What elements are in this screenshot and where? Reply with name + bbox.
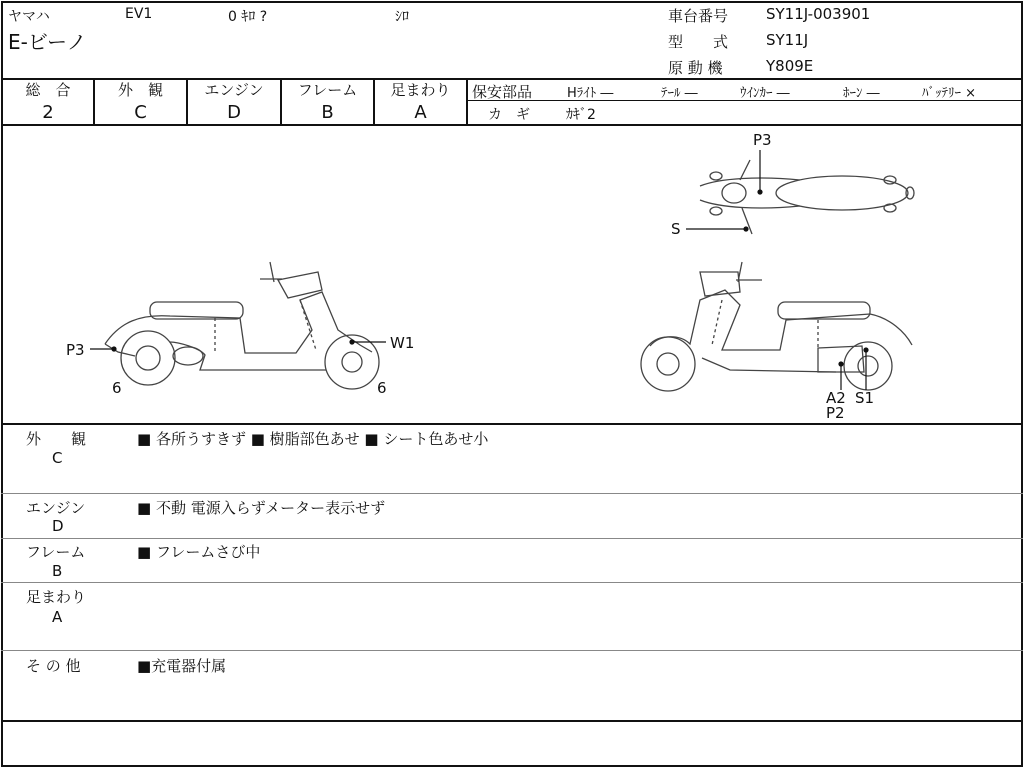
grade-suspension (375, 80, 466, 126)
remark-engine-text: ■ 不動 電源入らずメーター表示せず (137, 499, 386, 517)
key-label: カ ギ (488, 107, 530, 123)
color: ｼﾛ (395, 9, 409, 25)
grade-overall-value: 2 (42, 102, 54, 123)
left-front-tire-label: 6 (377, 379, 387, 397)
right-a2-label: A2 (826, 389, 846, 407)
right-p2-label: P2 (826, 404, 845, 422)
grade-exterior-value: C (134, 102, 147, 123)
right-s1-label: S1 (855, 389, 875, 407)
model-name: E-ビーノ (8, 30, 87, 54)
grade-engine (188, 80, 280, 126)
key-value: ｶｷﾞ2 (566, 107, 596, 123)
grade-overall-label: 総 合 (25, 81, 71, 99)
remark-engine-grade: D (52, 517, 64, 535)
remark-suspension-label: 足まわり (26, 588, 87, 606)
safety-label: 保安部品 (472, 83, 533, 101)
type-value: SY11J (766, 31, 809, 49)
grade-frame-value: B (321, 102, 334, 123)
type-label: 型 式 (668, 33, 729, 51)
remark-other-label: そ の 他 (26, 657, 81, 675)
scooter-top-view (700, 160, 914, 234)
remark-exterior-grade: C (52, 449, 63, 467)
left-p3-label: P3 (66, 341, 85, 359)
grade-suspension-label: 足まわり (390, 81, 451, 99)
scooter-left-view (105, 262, 379, 389)
left-w1-label: W1 (390, 334, 415, 352)
grade-frame-label: フレーム (297, 81, 358, 99)
scooter-diagram (0, 126, 1024, 424)
grade-engine-label: エンジン (204, 81, 264, 99)
safety-battery: ﾊﾞｯﾃﾘｰ × (922, 86, 977, 101)
safety-taillight: ﾃｰﾙ ― (661, 86, 698, 101)
grade-engine-value: D (227, 102, 241, 123)
remark-exterior-text: ■ 各所うすきず ■ 樹脂部色あせ ■ シート色あせ小 (137, 430, 489, 448)
frame-no: SY11J-003901 (766, 5, 871, 23)
scooter-right-view (641, 262, 912, 391)
safety-headlight: Hﾗｲﾄ ― (567, 86, 614, 101)
safety-winker: ｳｲﾝｶｰ ― (740, 86, 790, 101)
maker: ヤマハ (8, 9, 50, 25)
grade-exterior (95, 80, 186, 126)
remark-suspension-grade: A (52, 608, 63, 626)
grade-suspension-value: A (414, 102, 427, 123)
mileage: 0 ｷﾛ ? (228, 9, 268, 25)
frame-no-label: 車台番号 (668, 7, 729, 25)
remark-frame-text: ■ フレームさび中 (137, 543, 261, 561)
grade-exterior-label: 外 観 (117, 81, 163, 99)
engine-label: 原 動 機 (668, 59, 723, 77)
damage-pointers (90, 150, 868, 390)
safety-horn: ﾎｰﾝ ― (843, 86, 880, 101)
remark-other-text: ■充電器付属 (137, 657, 227, 675)
remark-frame-label: フレーム (26, 543, 86, 561)
remark-exterior-label: 外 観 (26, 430, 87, 448)
remark-frame-grade: B (52, 562, 63, 580)
model-code: EV1 (125, 6, 153, 22)
left-rear-tire-label: 6 (112, 379, 122, 397)
engine-value: Y809E (766, 57, 814, 75)
top-s-label: S (671, 220, 681, 238)
grade-frame (282, 80, 373, 126)
grade-overall (3, 80, 93, 126)
top-p3-label: P3 (753, 131, 772, 149)
remark-engine-label: エンジン (26, 499, 86, 517)
